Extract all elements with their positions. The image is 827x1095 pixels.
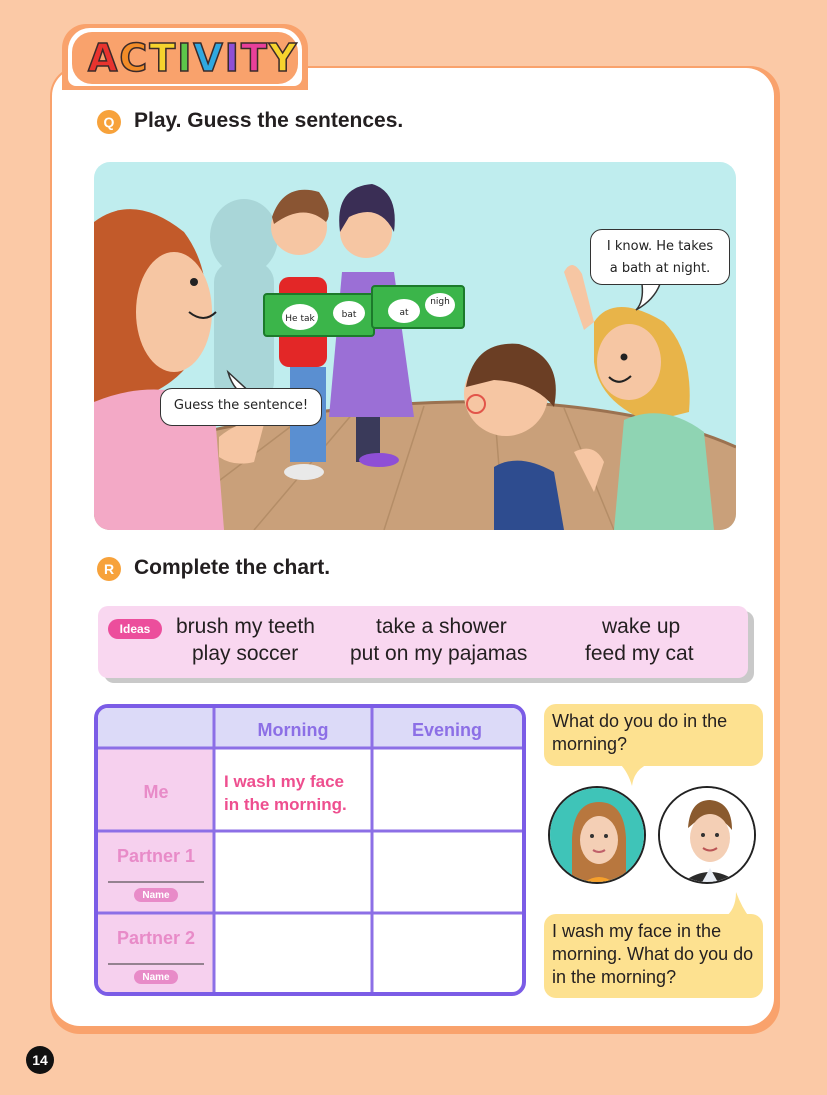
section-r-badge: R bbox=[97, 557, 121, 581]
speech-bubble-answer-line: I know. He takes bbox=[606, 239, 714, 254]
speech-bubble-answer bbox=[590, 229, 730, 285]
idea-item: take a shower bbox=[376, 615, 507, 638]
cell-partner1-morning[interactable] bbox=[214, 831, 372, 913]
cell-partner2-evening[interactable] bbox=[372, 913, 522, 992]
cell-me-evening[interactable] bbox=[372, 748, 522, 831]
activity-letter: V bbox=[193, 36, 224, 80]
section-q-instruction: Play. Guess the sentences. bbox=[134, 109, 404, 132]
speech-bubble-guess bbox=[160, 388, 322, 426]
activity-letter: Y bbox=[268, 36, 298, 80]
card-word: bat bbox=[341, 310, 357, 320]
card-word: He tak bbox=[285, 314, 315, 324]
card-word: at bbox=[399, 308, 409, 318]
idea-item: brush my teeth bbox=[176, 615, 315, 638]
activity-letter: I bbox=[224, 36, 240, 80]
question-bubble-tail bbox=[620, 764, 650, 786]
cell-partner2-morning[interactable] bbox=[214, 913, 372, 992]
answer-text: I wash my face in the morning. What do you do in the morning? bbox=[552, 921, 754, 987]
activity-letter: T bbox=[240, 36, 268, 80]
activity-letter: T bbox=[149, 36, 177, 80]
row-label-partner-1: Partner 1 bbox=[116, 846, 196, 866]
avatar-boy bbox=[658, 786, 756, 884]
sample-answer-line: in the morning. bbox=[224, 795, 347, 814]
column-header-morning: Morning bbox=[257, 720, 329, 740]
section-q-badge: Q bbox=[97, 110, 121, 134]
page-number: 14 bbox=[26, 1046, 54, 1074]
girl-portrait bbox=[550, 788, 646, 884]
idea-item: wake up bbox=[602, 615, 681, 638]
sample-answer bbox=[224, 770, 347, 816]
activity-letter: I bbox=[177, 36, 193, 80]
question-bubble bbox=[544, 704, 763, 766]
activity-title bbox=[88, 36, 297, 82]
question-text: What do you do in the morning? bbox=[552, 711, 728, 754]
idea-item: play soccer bbox=[192, 642, 299, 665]
column-header-evening: Evening bbox=[411, 720, 482, 740]
card-word: nigh bbox=[430, 297, 450, 307]
section-r-instruction: Complete the chart. bbox=[134, 556, 331, 579]
routine-chart bbox=[94, 704, 526, 996]
row-label-me: Me bbox=[143, 782, 169, 802]
classroom-illustration bbox=[94, 162, 736, 530]
ideas-label: Ideas bbox=[108, 619, 162, 639]
idea-item: put on my pajamas bbox=[350, 642, 528, 665]
boy-portrait bbox=[660, 788, 756, 884]
name-tag: Name bbox=[134, 970, 178, 984]
avatar-girl bbox=[548, 786, 646, 884]
cell-partner1-evening[interactable] bbox=[372, 831, 522, 913]
answer-bubble bbox=[544, 914, 763, 998]
activity-letter: A bbox=[88, 36, 119, 80]
speech-bubble-answer-line: a bath at night. bbox=[609, 261, 711, 276]
sample-answer-line: I wash my face bbox=[224, 772, 345, 791]
classroom-scene-art bbox=[94, 162, 736, 530]
speech-bubble-guess-text: Guess the sentence! bbox=[173, 398, 309, 413]
name-tag: Name bbox=[134, 888, 178, 902]
activity-letter: C bbox=[119, 36, 149, 80]
idea-item: feed my cat bbox=[585, 642, 694, 665]
row-label-partner-2: Partner 2 bbox=[116, 928, 196, 948]
